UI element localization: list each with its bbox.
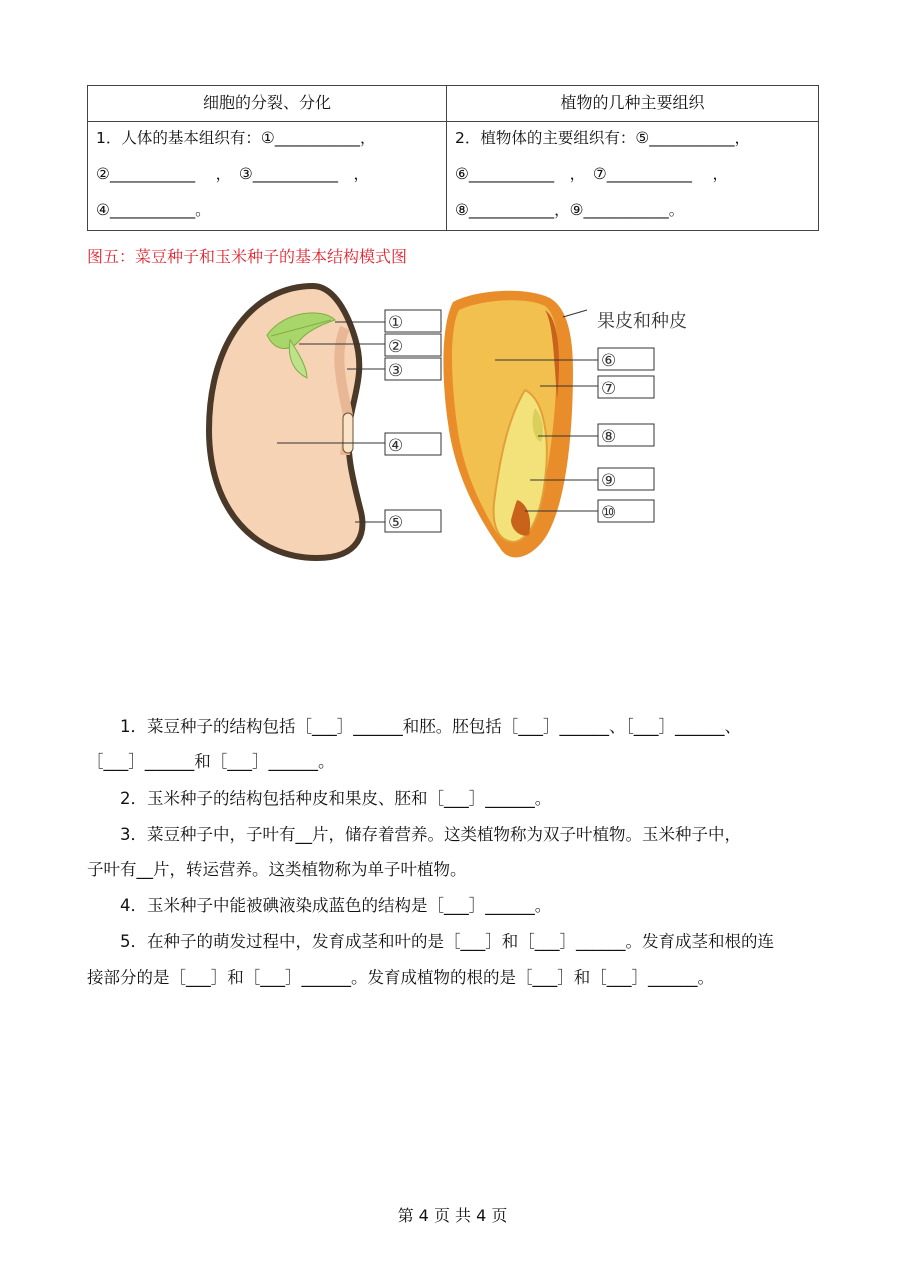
table-line: 2．植物体的主要组织有：⑤___________， (455, 129, 751, 147)
table-line: ⑥___________ ， ⑦___________ ， (455, 165, 728, 183)
figure-title: 图五：菜豆种子和玉米种子的基本结构模式图 (87, 247, 408, 266)
corn-label: ⑩ (601, 503, 617, 523)
table-column-left (88, 86, 447, 230)
corn-seed (443, 291, 573, 558)
seed-structure-diagram (195, 280, 725, 565)
table-line: 1．人体的基本组织有：①___________， (96, 129, 376, 147)
table-header-right: 植物的几种主要组织 (447, 86, 818, 122)
corn-label: ⑥ (601, 351, 617, 371)
tissue-table (87, 85, 819, 231)
table-line: ④___________。 (96, 201, 211, 219)
question-line: 4．玉米种子中能被碘液染成蓝色的结构是［___］______。 (120, 896, 552, 915)
corn-label: ⑧ (601, 427, 617, 447)
table-header-left: 细胞的分裂、分化 (88, 86, 446, 122)
question-line: 2．玉米种子的结构包括种皮和果皮、胚和［___］______。 (120, 789, 552, 808)
question-line: 3．菜豆种子中，子叶有__片，储存着营养。这类植物称为双子叶植物。玉米种子中， (120, 825, 741, 844)
bean-seed (209, 286, 362, 558)
corn-annotation: 果皮和种皮 (597, 311, 687, 332)
bean-label: ① (388, 313, 404, 333)
question-line: 接部分的是［___］和［___］______。发育成植物的根的是［___］和［___］______。 (87, 968, 714, 987)
question-line: 子叶有__片，转运营养。这类植物称为单子叶植物。 (87, 860, 467, 879)
corn-label: ⑨ (601, 471, 617, 491)
page-footer: 第 4 页 共 4 页 (397, 1206, 508, 1225)
bean-label: ④ (388, 436, 404, 456)
question-line: ［___］______和［___］______。 (87, 752, 335, 771)
bean-label: ⑤ (388, 513, 404, 533)
question-line: 5．在种子的萌发过程中，发育成茎和叶的是［___］和［___］______。发育成茎和根的连 (120, 932, 774, 951)
table-line: ⑧___________，⑨___________。 (455, 201, 685, 219)
corn-label: ⑦ (601, 379, 617, 399)
question-line: 1．菜豆种子的结构包括［___］______和胚。胚包括［___］______、［___］______、 (120, 717, 741, 736)
bean-label: ② (388, 337, 404, 357)
bean-label: ③ (388, 361, 404, 381)
table-line: ②___________ ， ③___________ ， (96, 165, 369, 183)
table-column-right (447, 86, 818, 230)
